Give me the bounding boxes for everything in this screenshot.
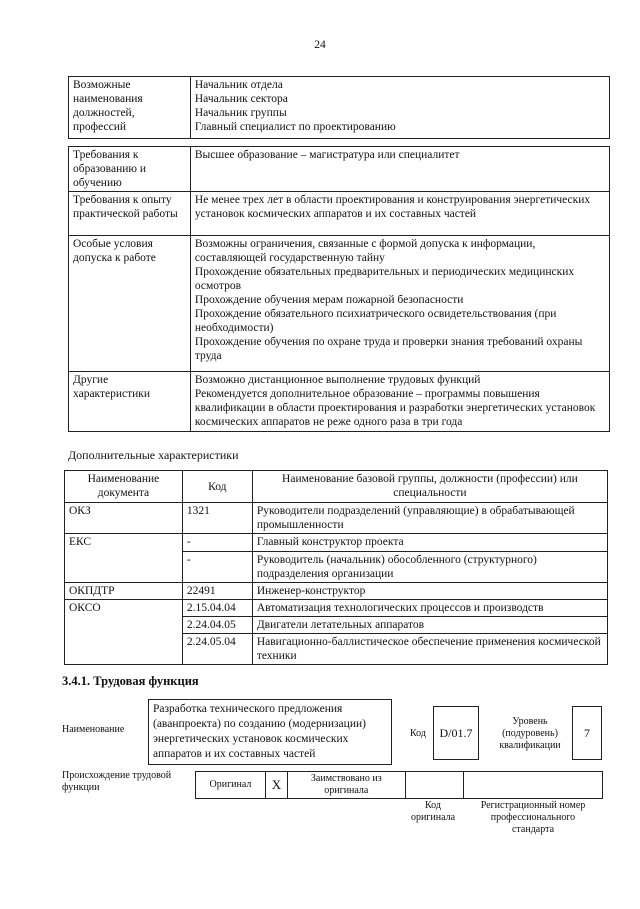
cell-name: Руководители подразделений (управляющие) в обрабатывающей промышленности bbox=[252, 503, 607, 534]
code-original-cell bbox=[405, 772, 463, 799]
cell-name: Навигационно-баллистическое обеспечение применения космической техники bbox=[252, 634, 607, 665]
table-row bbox=[69, 236, 610, 372]
code-original-caption: Код оригинала bbox=[410, 800, 456, 823]
value-line: Начальник группы bbox=[194, 107, 287, 119]
qualification-table-2 bbox=[68, 146, 610, 432]
code-value: D/01.7 bbox=[433, 706, 479, 760]
value-line: Прохождение обязательных предварительных и периодических медицинских осмотров bbox=[194, 266, 575, 292]
value-line: Возможны ограничения, связанные с формой допуска к информации, составляющей государственную тайну bbox=[194, 238, 536, 264]
section-title: 3.4.1. Трудовая функция bbox=[62, 674, 199, 688]
value-line: Главный специалист по проектированию bbox=[194, 121, 396, 133]
row-value bbox=[190, 192, 609, 236]
row-value bbox=[190, 147, 609, 192]
additional-table bbox=[64, 470, 608, 665]
cell-doc: ОКСО bbox=[65, 600, 183, 665]
cell-code: 2.24.05.04 bbox=[182, 634, 252, 665]
level-value: 7 bbox=[572, 706, 602, 760]
cell-doc: ЕКС bbox=[65, 534, 183, 583]
additional-title: Дополнительные характеристики bbox=[68, 448, 239, 462]
row-label: Требования к опыту практической работы bbox=[69, 192, 191, 236]
value-line: Рекомендуется дополнительное образование – программы повышения квалификации в области проектирования и разработки энергетических установок космических аппаратов не реже одного раза в три года bbox=[194, 388, 596, 428]
cell-code: - bbox=[182, 552, 252, 583]
header-doc: Наименование документа bbox=[65, 471, 183, 503]
original-label: Оригинал bbox=[196, 772, 266, 799]
code-label: Код bbox=[410, 728, 426, 739]
table-row bbox=[69, 77, 610, 139]
cell-name: Инженер-конструктор bbox=[252, 583, 607, 600]
table-header-row bbox=[65, 471, 608, 503]
name-label: Наименование bbox=[62, 724, 125, 735]
cell-name: Главный конструктор проекта bbox=[252, 534, 607, 552]
table-row bbox=[65, 600, 608, 617]
origin-table bbox=[195, 771, 603, 799]
row-label: Возможные наименования должностей, профессий bbox=[69, 77, 191, 139]
cell-code: 2.15.04.04 bbox=[182, 600, 252, 617]
value-line: Высшее образование – магистратура или специалитет bbox=[194, 149, 460, 161]
row-value bbox=[190, 372, 609, 432]
cell-doc: ОКЗ bbox=[65, 503, 183, 534]
table-row bbox=[65, 503, 608, 534]
value-line: Прохождение обучения по охране труда и проверки знания требований охраны труда bbox=[194, 336, 583, 362]
cell-code: 2.24.04.05 bbox=[182, 617, 252, 634]
row-label: Требования к образованию и обучению bbox=[69, 147, 191, 192]
function-name-value: Разработка технического предложения (аванпроекта) по созданию (модернизации) энергетических установок космических аппаратов и их составных частей bbox=[148, 699, 392, 765]
qualification-table bbox=[68, 76, 610, 139]
table-row bbox=[65, 583, 608, 600]
value-line: Прохождение обучения мерам пожарной безопасности bbox=[194, 294, 464, 306]
value-line: Начальник отдела bbox=[194, 79, 283, 91]
value-line: Не менее трех лет в области проектирования и конструирования энергетических установок космических аппаратов и их составных частей bbox=[194, 194, 591, 220]
page-number: 24 bbox=[314, 39, 326, 51]
value-line: Начальник сектора bbox=[194, 93, 288, 105]
table-row bbox=[69, 147, 610, 192]
reg-number-cell bbox=[463, 772, 603, 799]
value-line: Прохождение обязательного психиатрического освидетельствования (при необходимости) bbox=[194, 308, 557, 334]
cell-code: 1321 bbox=[182, 503, 252, 534]
cell-doc: ОКПДТР bbox=[65, 583, 183, 600]
table-row bbox=[69, 372, 610, 432]
level-label: Уровень (подуровень) квалификации bbox=[499, 716, 561, 751]
origin-row bbox=[196, 772, 603, 799]
cell-name: Руководитель (начальник) обособленного (структурного) подразделения организации bbox=[252, 552, 607, 583]
reg-number-caption: Регистрационный номер профессионального стандарта bbox=[480, 800, 586, 835]
row-label: Другие характеристики bbox=[69, 372, 191, 432]
row-label: Особые условия допуска к работе bbox=[69, 236, 191, 372]
borrowed-label: Заимствовано из оригинала bbox=[287, 772, 405, 799]
header-name: Наименование базовой группы, должности (профессии) или специальности bbox=[252, 471, 607, 503]
cell-name: Двигатели летательных аппаратов bbox=[252, 617, 607, 634]
cell-code: - bbox=[182, 534, 252, 552]
table-row bbox=[65, 534, 608, 552]
original-mark: X bbox=[265, 772, 287, 799]
table-row bbox=[69, 192, 610, 236]
cell-name: Автоматизация технологических процессов и производств bbox=[252, 600, 607, 617]
cell-code: 22491 bbox=[182, 583, 252, 600]
value-line: Возможно дистанционное выполнение трудовых функций bbox=[194, 374, 481, 386]
origin-label: Происхождение трудовой функции bbox=[62, 770, 172, 793]
row-value bbox=[190, 236, 609, 372]
header-code: Код bbox=[182, 471, 252, 503]
row-value bbox=[190, 77, 609, 139]
